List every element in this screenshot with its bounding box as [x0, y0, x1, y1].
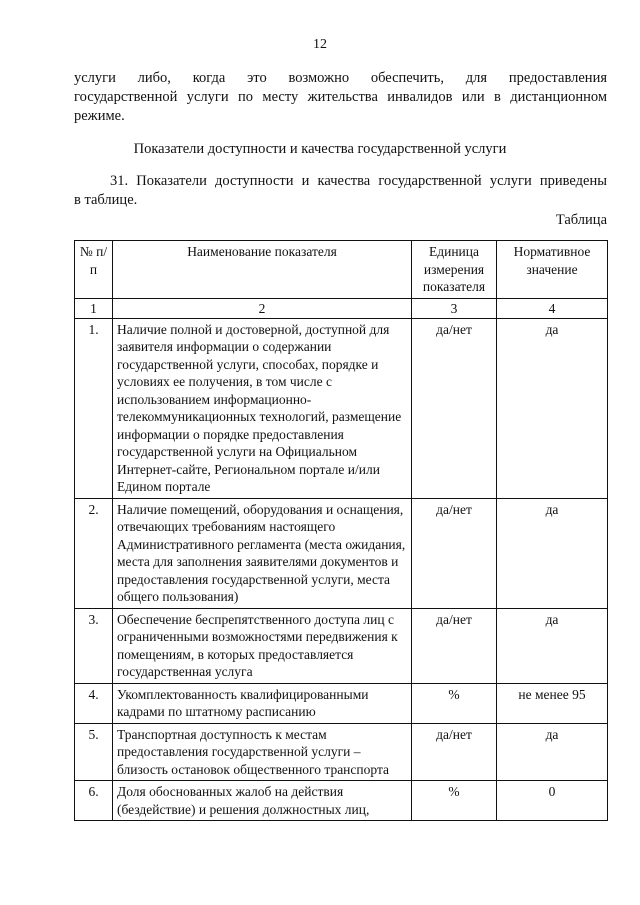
row-number: 1.	[75, 318, 113, 498]
paragraph-line-1: 31. Показатели доступности и качества государственной услуги приведены	[110, 173, 607, 189]
indicator-unit: да/нет	[412, 318, 497, 498]
indicator-name: Транспортная доступность к местам предоставления государственной услуги – близость остановок общественного транспорта	[113, 723, 412, 781]
table-caption: Таблица	[555, 212, 607, 228]
column-number: 2	[113, 298, 412, 318]
indicator-name: Укомплектованность квалифицированными кадрами по штатному расписанию	[113, 683, 412, 723]
header-value: Нормативное значение	[497, 241, 608, 299]
paragraph-line-2: в таблице.	[74, 192, 138, 208]
indicator-unit: да/нет	[412, 723, 497, 781]
header-name: Наименование показателя	[113, 241, 412, 299]
table-row	[75, 683, 608, 723]
column-number: 4	[497, 298, 608, 318]
table-row	[75, 608, 608, 683]
column-number: 3	[412, 298, 497, 318]
row-number: 6.	[75, 781, 113, 821]
table-row	[75, 498, 608, 608]
intro-paragraph	[74, 69, 607, 126]
item-31-paragraph	[74, 172, 607, 210]
column-numbers-row	[75, 298, 608, 318]
intro-line-1: услуги либо, когда это возможно обеспечить, для предоставления	[74, 70, 607, 86]
row-number: 3.	[75, 608, 113, 683]
indicator-value: да	[497, 498, 608, 608]
indicator-unit: да/нет	[412, 608, 497, 683]
row-number: 5.	[75, 723, 113, 781]
indicator-name: Обеспечение беспрепятственного доступа лиц с ограниченными возможностями передвижения к помещениям, в которых предоставляется государственная услуга	[113, 608, 412, 683]
row-number: 4.	[75, 683, 113, 723]
table-header-row	[75, 241, 608, 299]
intro-line-3: режиме.	[74, 108, 125, 124]
indicator-name: Наличие полной и достоверной, доступной для заявителя информации о содержании государственной услуги, способах, порядке и условиях ее получения, в том числе с использованием информационно-телекоммуникационных технологий, размещение информации о порядке предоставления государственной услуги на Официальном Интернет-сайте, Региональном портале и/или Едином портале	[113, 318, 412, 498]
header-unit: Единица измерения показателя	[412, 241, 497, 299]
column-number: 1	[75, 298, 113, 318]
indicator-value: не менее 95	[497, 683, 608, 723]
indicator-name: Наличие помещений, оборудования и оснащения, отвечающих требованиям настоящего Административного регламента (места ожидания, места для заполнения заявителями документов и предоставления государственной услуги, места общего пользования)	[113, 498, 412, 608]
indicator-value: да	[497, 318, 608, 498]
indicator-value: 0	[497, 781, 608, 821]
indicator-unit: да/нет	[412, 498, 497, 608]
intro-line-2: государственной услуги по месту жительства инвалидов или в дистанционном	[74, 89, 607, 105]
header-no: № п/п	[75, 241, 113, 299]
table-row	[75, 781, 608, 821]
indicators-table	[74, 240, 608, 821]
indicator-unit: %	[412, 683, 497, 723]
indicator-value: да	[497, 723, 608, 781]
page-number: 12	[313, 37, 327, 52]
table-row	[75, 723, 608, 781]
section-title: Показатели доступности и качества государственной услуги	[133, 141, 507, 157]
row-number: 2.	[75, 498, 113, 608]
indicator-value: да	[497, 608, 608, 683]
table-row	[75, 318, 608, 498]
indicator-name: Доля обоснованных жалоб на действия (бездействие) и решения должностных лиц,	[113, 781, 412, 821]
indicator-unit: %	[412, 781, 497, 821]
